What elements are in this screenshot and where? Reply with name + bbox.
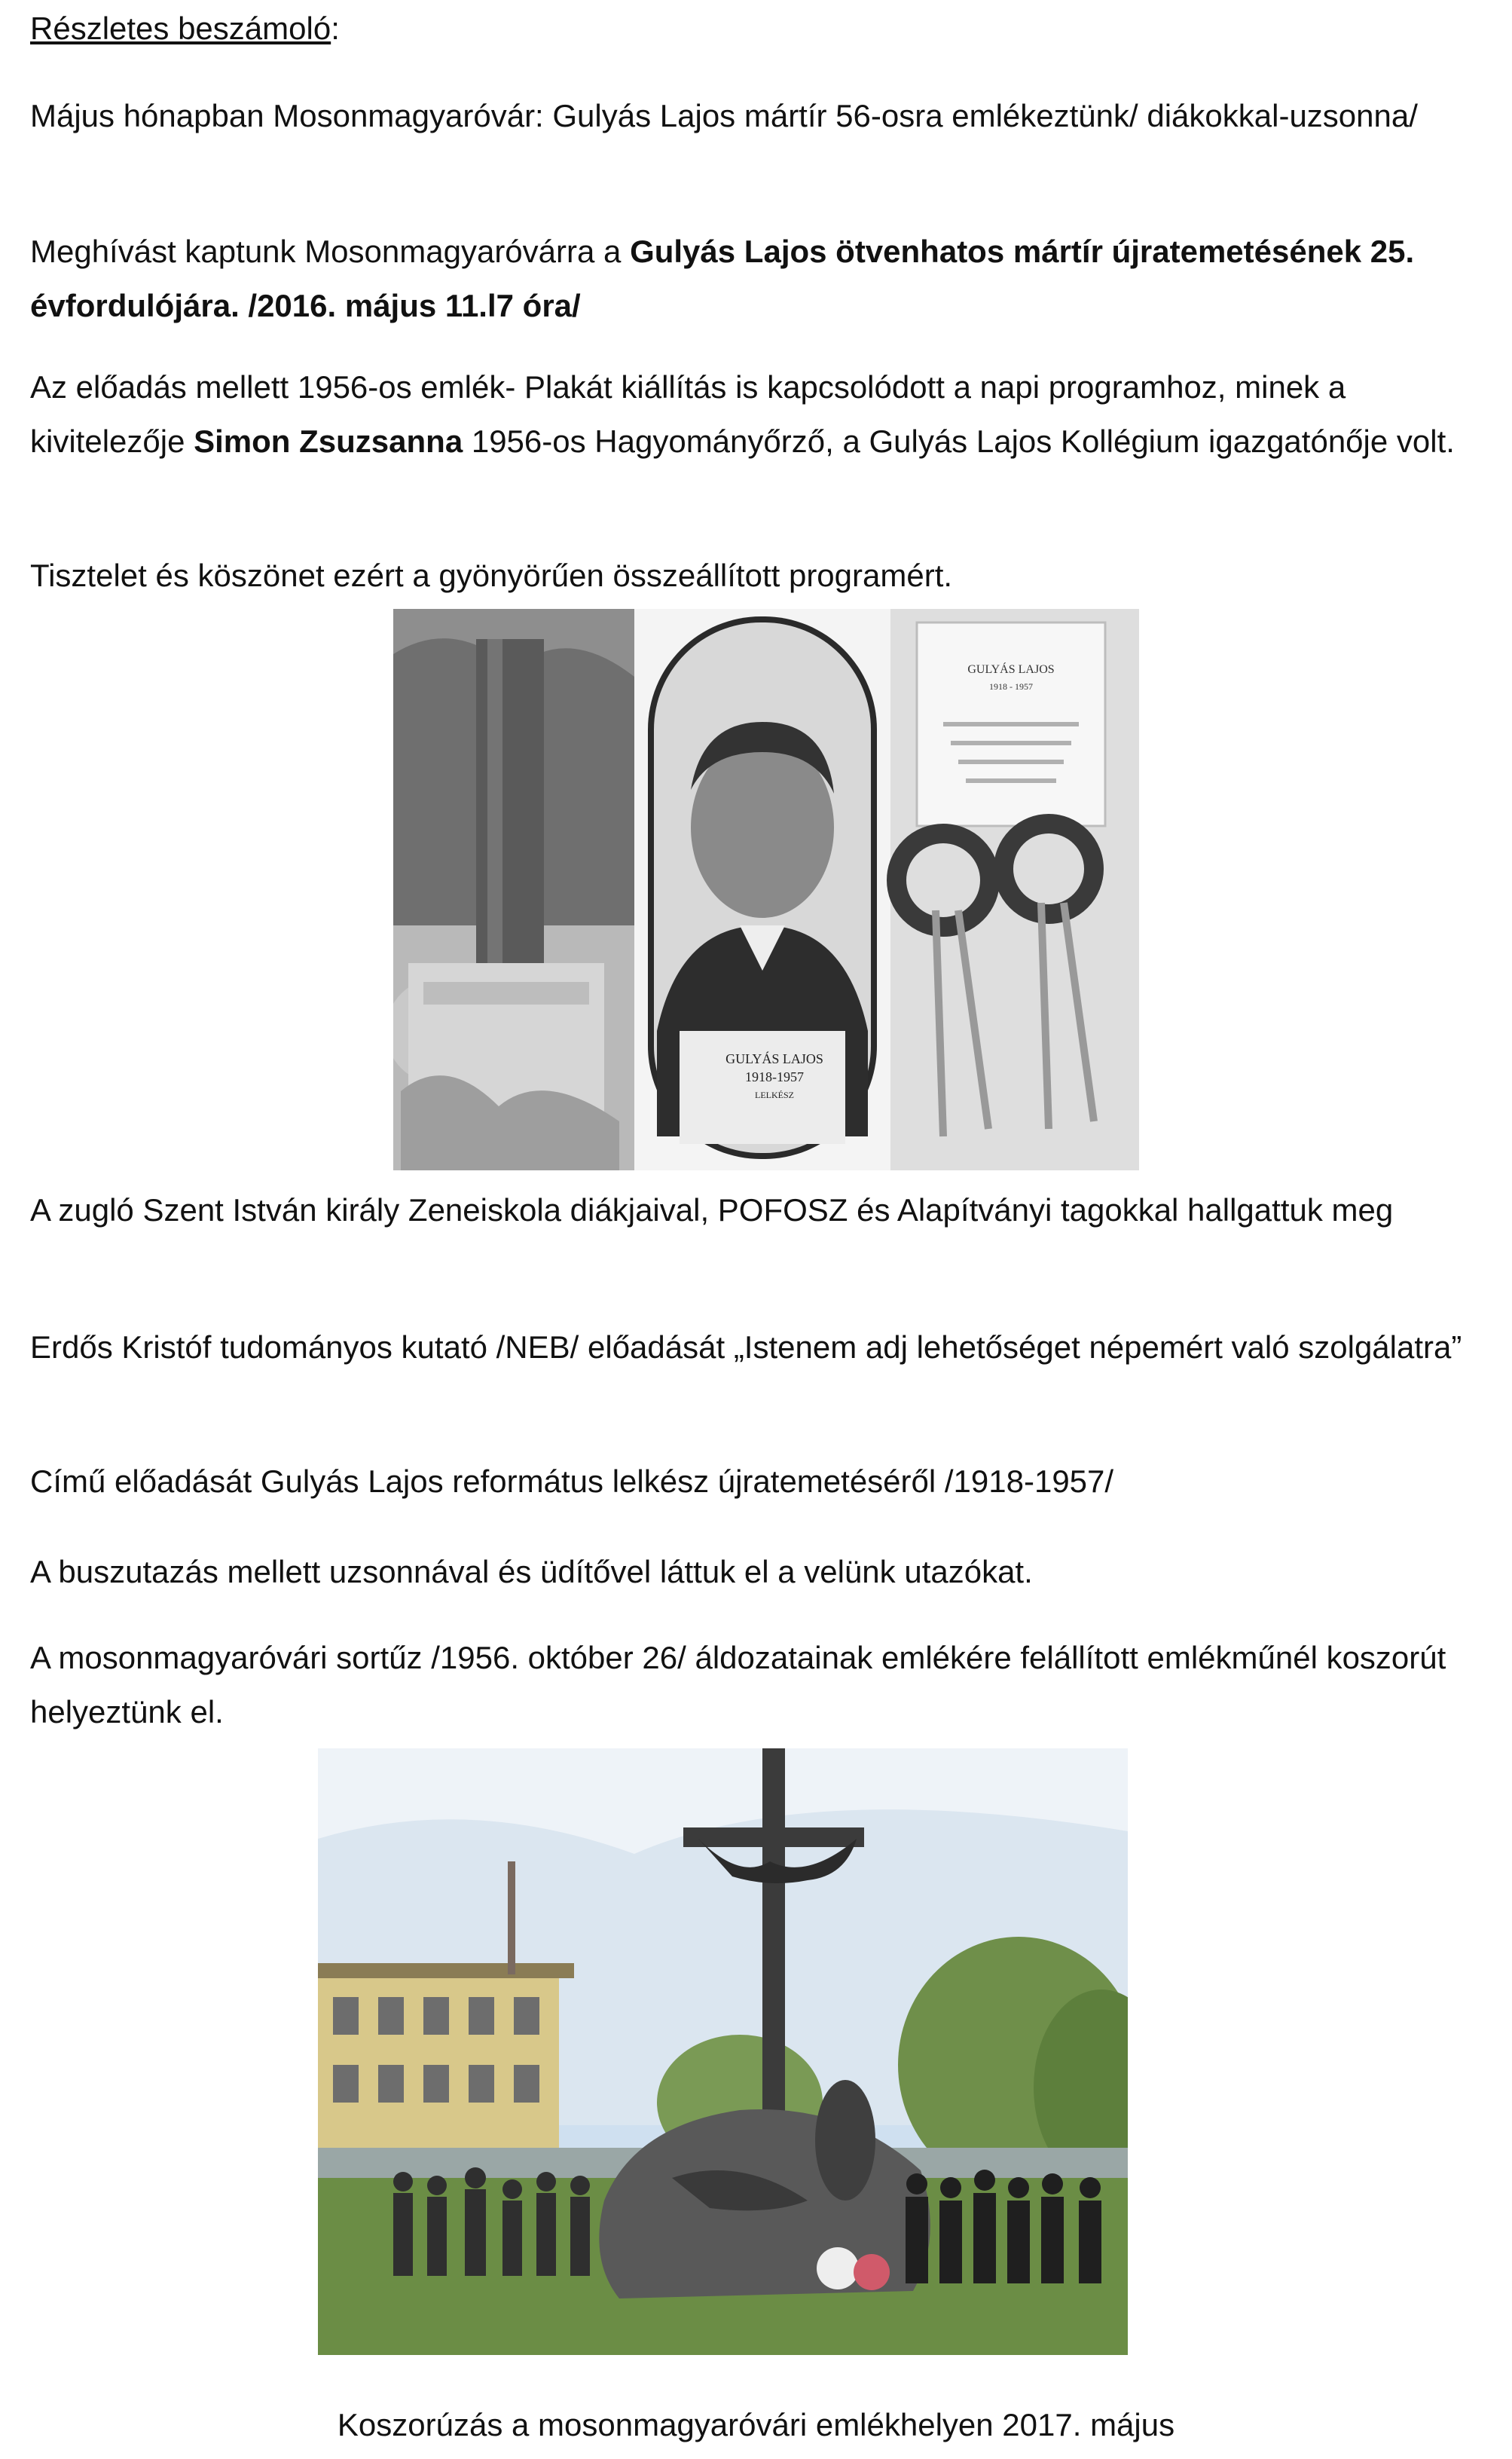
photo-caption: Koszorúzás a mosonmagyaróvári emlékhelyen 2017. május	[337, 2407, 1175, 2442]
paragraph-bus-trip: A buszutazás mellett uzsonnával és üdítővel láttuk el a velünk utazókat.	[30, 1554, 1033, 1589]
paragraph-attendees: A zugló Szent István király Zeneiskola diákjaival, POFOSZ és Alapítványi tagokkal hallgattuk meg	[30, 1192, 1394, 1228]
wreath-ceremony-photo	[318, 1748, 1128, 2355]
exhibition-text-a: Az előadás mellett 1956-os emlék- Plakát kiállítás is kapcsolódott a napi programhoz, minek a kivitelezője	[30, 369, 1346, 459]
paragraph-wreath: A mosonmagyaróvári sortűz /1956. október 26/ áldozatainak emlékére felállított emlékműnél koszorút helyeztünk el.	[30, 1640, 1446, 1730]
invitation-bold-text: Gulyás Lajos ötvenhatos mártír újratemetésének 25. évfordulójára. /2016. május 11.l7 óra/	[30, 234, 1415, 323]
memorial-triptych-photo	[393, 609, 1139, 1170]
invitation-text: Meghívást kaptunk Mosonmagyaróvárra a	[30, 234, 631, 269]
portrait-years: 1918-1957	[745, 1069, 804, 1084]
report-heading-colon: :	[331, 11, 340, 46]
plaque-years: 1918 - 1957	[989, 681, 1033, 692]
portrait-title: LELKÉSZ	[755, 1090, 794, 1100]
plaque-name: GULYÁS LAJOS	[967, 663, 1055, 676]
paragraph-may-event: Május hónapban Mosonmagyaróvár: Gulyás Lajos mártír 56-osra emlékeztünk/ diákokkal-uzsonna/	[30, 98, 1418, 133]
organizer-name: Simon Zsuzsanna	[194, 424, 463, 459]
paragraph-invitation	[30, 225, 1484, 333]
paragraph-exhibition	[30, 360, 1484, 469]
paragraph-lecture: Erdős Kristóf tudományos kutató /NEB/ előadását „Istenem adj lehetőséget népemért való szolgálatra”	[30, 1329, 1462, 1365]
report-heading-label: Részletes beszámoló	[30, 11, 331, 46]
paragraph-thanks: Tisztelet és köszönet ezért a gyönyörűen összeállított programért.	[30, 558, 953, 593]
report-heading	[30, 2, 1484, 56]
plaque-text	[932, 662, 1090, 695]
portrait-caption	[722, 1050, 827, 1104]
paragraph-lecture-title: Című előadását Gulyás Lajos református lelkész újratemetéséről /1918-1957/	[30, 1463, 1114, 1499]
wreath-ceremony-image	[318, 1748, 1128, 2355]
exhibition-text-c: 1956-os Hagyományőrző, a Gulyás Lajos Kollégium igazgatónője volt.	[463, 424, 1455, 459]
portrait-name: GULYÁS LAJOS	[725, 1051, 823, 1066]
